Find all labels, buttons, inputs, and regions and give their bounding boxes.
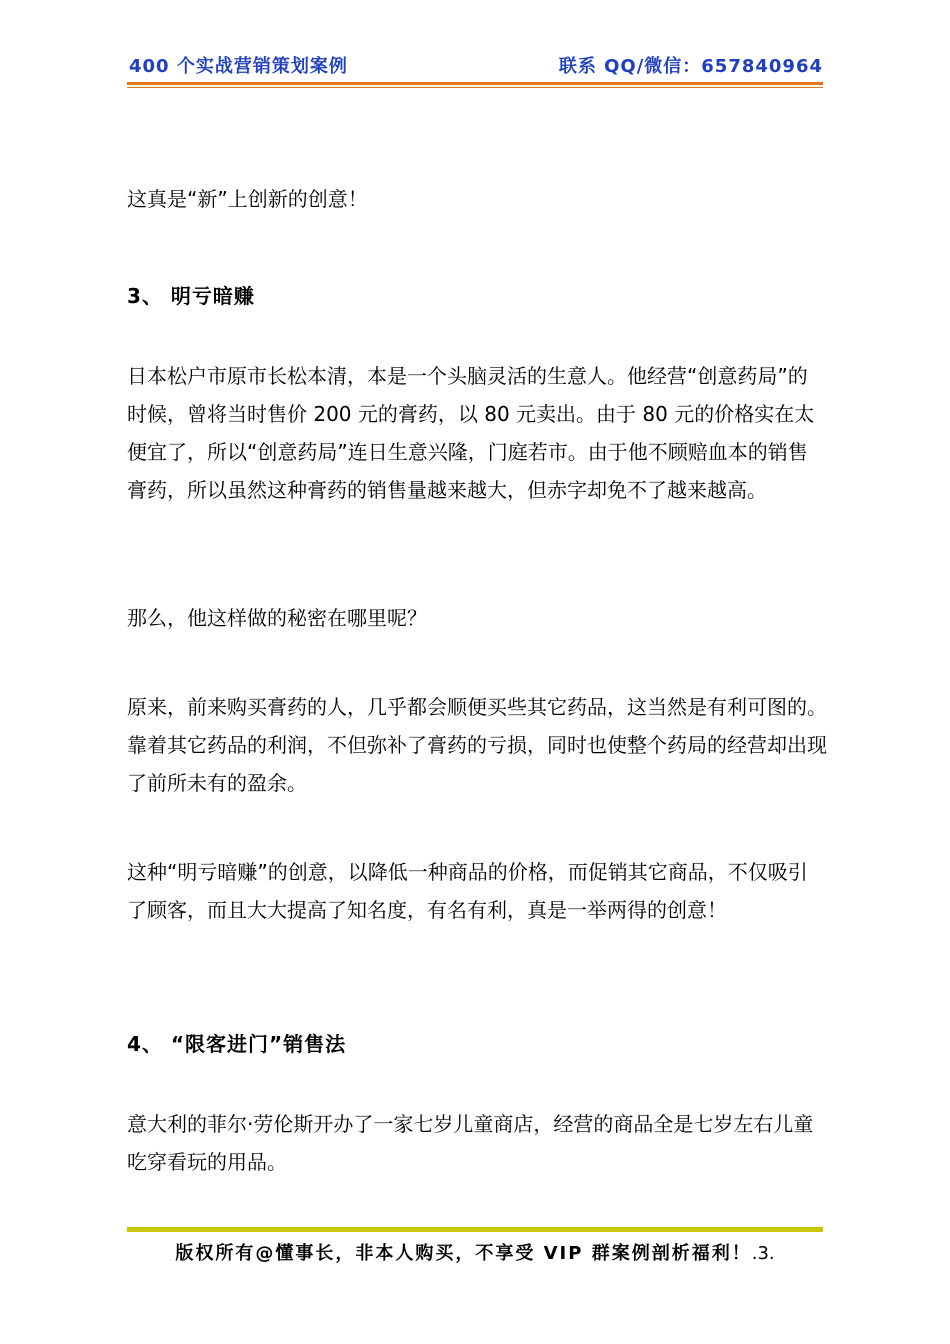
footer-divider	[127, 1227, 823, 1232]
section-heading-4: 4、 “限客进门”销售法	[127, 1032, 347, 1056]
paragraph-question: 那么，他这样做的秘密在哪里呢？	[127, 606, 427, 630]
header-title: 400 个实战营销策划案例	[129, 56, 348, 77]
paragraph-answer: 原来，前来购买膏药的人，几乎都会顺便买些其它药品，这当然是有利可图的。靠着其它药品的利润，不但弥补了膏药的亏损，同时也使整个药局的经营却出现了前所未有的盈余。	[127, 695, 827, 795]
paragraph-innovation: 这真是“新”上创新的创意！	[127, 187, 368, 211]
paragraph-matsumoto-story: 日本松户市原市长松本清，本是一个头脑灵活的生意人。他经营“创意药局”的时候，曾将当时售价 200 元的膏药，以 80 元卖出。由于 80 元的价格实在太便宜了，所以“创意药局”连日生意兴隆，门庭若市。由于他不顾赔血本的销售膏药，所以虽然这种膏药的销售量越来越大，但赤字却免不了越来越高。	[127, 364, 815, 502]
footer-copyright: 版权所有@懂事长，非本人购买，不享受 VIP 群案例剖析福利！	[175, 1243, 752, 1264]
page-number: .3.	[751, 1243, 775, 1264]
header-divider	[127, 82, 823, 85]
page-footer	[127, 1240, 823, 1268]
paragraph-conclusion: 这种“明亏暗赚”的创意，以降低一种商品的价格，而促销其它商品，不仅吸引了顾客，而且大大提高了知名度，有名有利，真是一举两得的创意！	[127, 860, 808, 922]
page-header	[127, 54, 823, 80]
paragraph-lawrence-store: 意大利的菲尔·劳伦斯开办了一家七岁儿童商店，经营的商品全是七岁左右儿童吃穿看玩的用品。	[127, 1112, 814, 1174]
section-heading-3: 3、 明亏暗赚	[127, 284, 255, 308]
header-contact: 联系 QQ/微信：657840964	[558, 56, 823, 77]
header-divider-thin	[127, 87, 823, 88]
